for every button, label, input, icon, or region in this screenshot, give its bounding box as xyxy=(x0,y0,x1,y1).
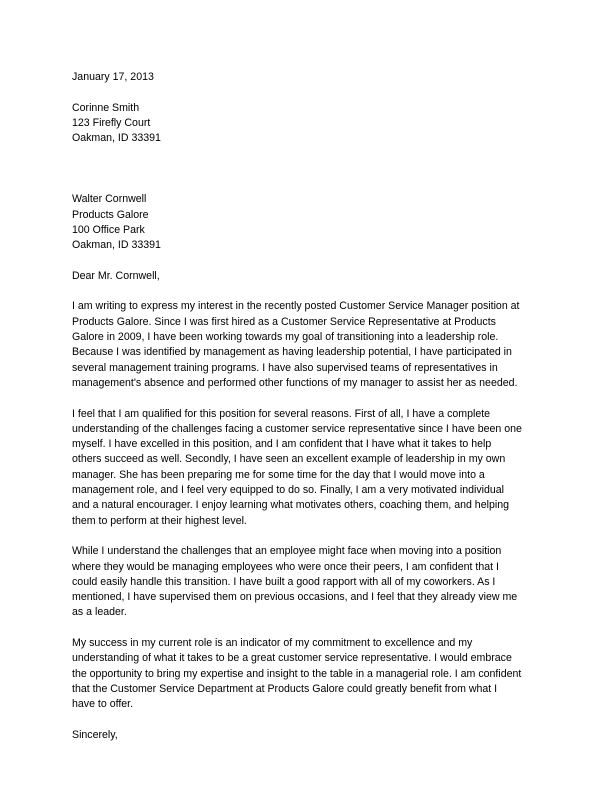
paragraph-line: Galore in 2009, I have been working towards my goal of transitioning into a leadership role. xyxy=(72,331,499,344)
closing xyxy=(72,728,552,743)
paragraph-line: Because I was identified by management as having leadership potential, I have participated in xyxy=(72,346,512,359)
sender-name: Corinne Smith xyxy=(72,101,140,114)
paragraph-line: My success in my current role is an indicator of my commitment to excellence and my xyxy=(72,636,473,649)
recipient-address xyxy=(72,192,552,253)
salutation xyxy=(72,269,552,284)
body-paragraph-2 xyxy=(72,407,552,529)
body-paragraph-4 xyxy=(72,636,552,712)
paragraph-line: as a leader. xyxy=(72,606,127,619)
paragraph-line: the opportunity to bring my expertise and insight to the table in a managerial role. I am confident xyxy=(72,667,522,680)
paragraph-line: While I understand the challenges that an employee might face when moving into a position xyxy=(72,545,502,558)
body-paragraph-1 xyxy=(72,299,552,391)
paragraph-line: that the Customer Service Department at Products Galore could greatly benefit from what I xyxy=(72,682,498,695)
paragraph-line: manager. She has been preparing me for some time for the day that I would move into a xyxy=(72,468,485,481)
paragraph-line: understanding of what it takes to be a great customer service representative. I would embrace xyxy=(72,652,512,665)
sender-street: 123 Firefly Court xyxy=(72,116,151,129)
recipient-street: 100 Office Park xyxy=(72,223,145,236)
recipient-city: Oakman, ID 33391 xyxy=(72,239,161,252)
paragraph-line: management's absence and performed other functions of my manager to assist her as needed. xyxy=(72,376,518,389)
sender-city: Oakman, ID 33391 xyxy=(72,132,161,145)
paragraph-line: them to perform at their highest level. xyxy=(72,514,247,527)
paragraph-line: mentioned, I have supervised them on previous occasions, and I feel that they already view me xyxy=(72,591,518,604)
paragraph-line: Products Galore. Since I was first hired as a Customer Service Representative at Products xyxy=(72,315,496,328)
salutation-line: Dear Mr. Cornwell, xyxy=(72,269,160,282)
recipient-company: Products Galore xyxy=(72,208,149,221)
paragraph-line: several management training programs. I have also supervised teams of representatives in xyxy=(72,361,498,374)
body-paragraph-3 xyxy=(72,544,552,620)
paragraph-line: could easily handle this transition. I have built a good rapport with all of my coworkers. As I xyxy=(72,575,496,588)
paragraph-line: and a natural encourager. I enjoy learning what motivates others, coaching them, and helping xyxy=(72,499,509,512)
paragraph-line: have to offer. xyxy=(72,698,134,711)
paragraph-line: where they would be managing employees who were once their peers, I am confident that I xyxy=(72,560,499,573)
date-line: January 17, 2013 xyxy=(72,71,154,83)
paragraph-line: myself. I have excelled in this position, and I am confident that I have what it takes to help xyxy=(72,438,492,451)
paragraph-line: I feel that I am qualified for this position for several reasons. First of all, I have a complete xyxy=(72,407,491,420)
paragraph-line: others succeed as well. Secondly, I have seen an excellent example of leadership in my own xyxy=(72,453,506,466)
paragraph-line: management role, and I feel very equipped to do so. Finally, I am a very motivated individual xyxy=(72,484,505,497)
letter-date xyxy=(72,70,552,85)
paragraph-line: I am writing to express my interest in the recently posted Customer Service Manager position at xyxy=(72,300,520,313)
recipient-name: Walter Cornwell xyxy=(72,193,147,206)
paragraph-line: understanding of the challenges facing a customer service representative since I have been one xyxy=(72,422,522,435)
closing-line: Sincerely, xyxy=(72,728,118,741)
cover-letter xyxy=(72,70,552,743)
sender-address xyxy=(72,101,552,147)
